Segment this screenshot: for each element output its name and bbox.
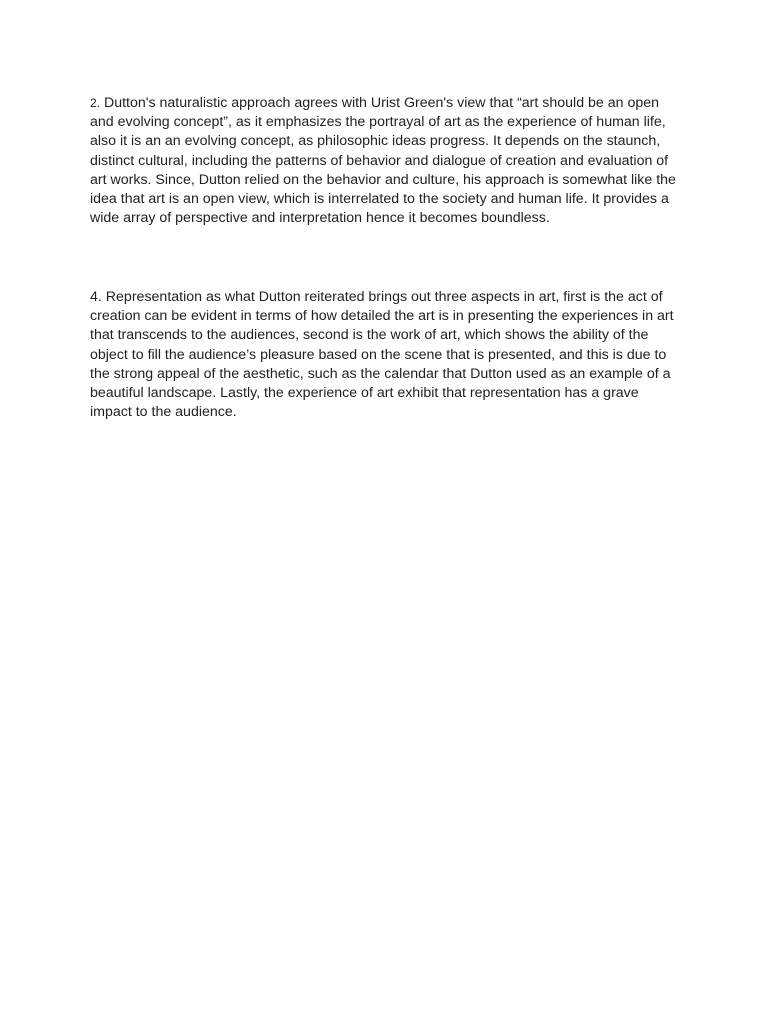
paragraph-text: Dutton's naturalistic approach agrees with Urist Green's view that “art should be an open and evolving concept”, as it emphasizes the portrayal of art as the experience of human life, also it is an an evolving concept, as philosophic ideas progress. It depends on the staunch, distinct cultural, including the patterns of behavior and dialogue of creation and evaluation of art works. Since, Dutton relied on the behavior and culture, his approach is somewhat like the idea that art is an open view, which is interrelated to the society and human life. It provides a wide array of perspective and interpretation hence it becomes boundless.	[90, 95, 676, 227]
paragraph-number: 4.	[90, 289, 102, 305]
paragraph-answer-4	[90, 288, 680, 422]
paragraph-text: Representation as what Dutton reiterated brings out three aspects in art, first is the act of creation can be evident in terms of how detailed the art is in presenting the experiences in art that transcends to the audiences, second is the work of art, which shows the ability of the object to fill the audience’s pleasure based on the scene that is presented, and this is due to the strong appeal of the aesthetic, such as the calendar that Dutton used as an example of a beautiful landscape. Lastly, the experience of art exhibit that representation has a grave impact to the audience.	[90, 289, 674, 421]
paragraph-number: 2.	[90, 96, 101, 110]
paragraph-answer-2	[90, 94, 680, 228]
